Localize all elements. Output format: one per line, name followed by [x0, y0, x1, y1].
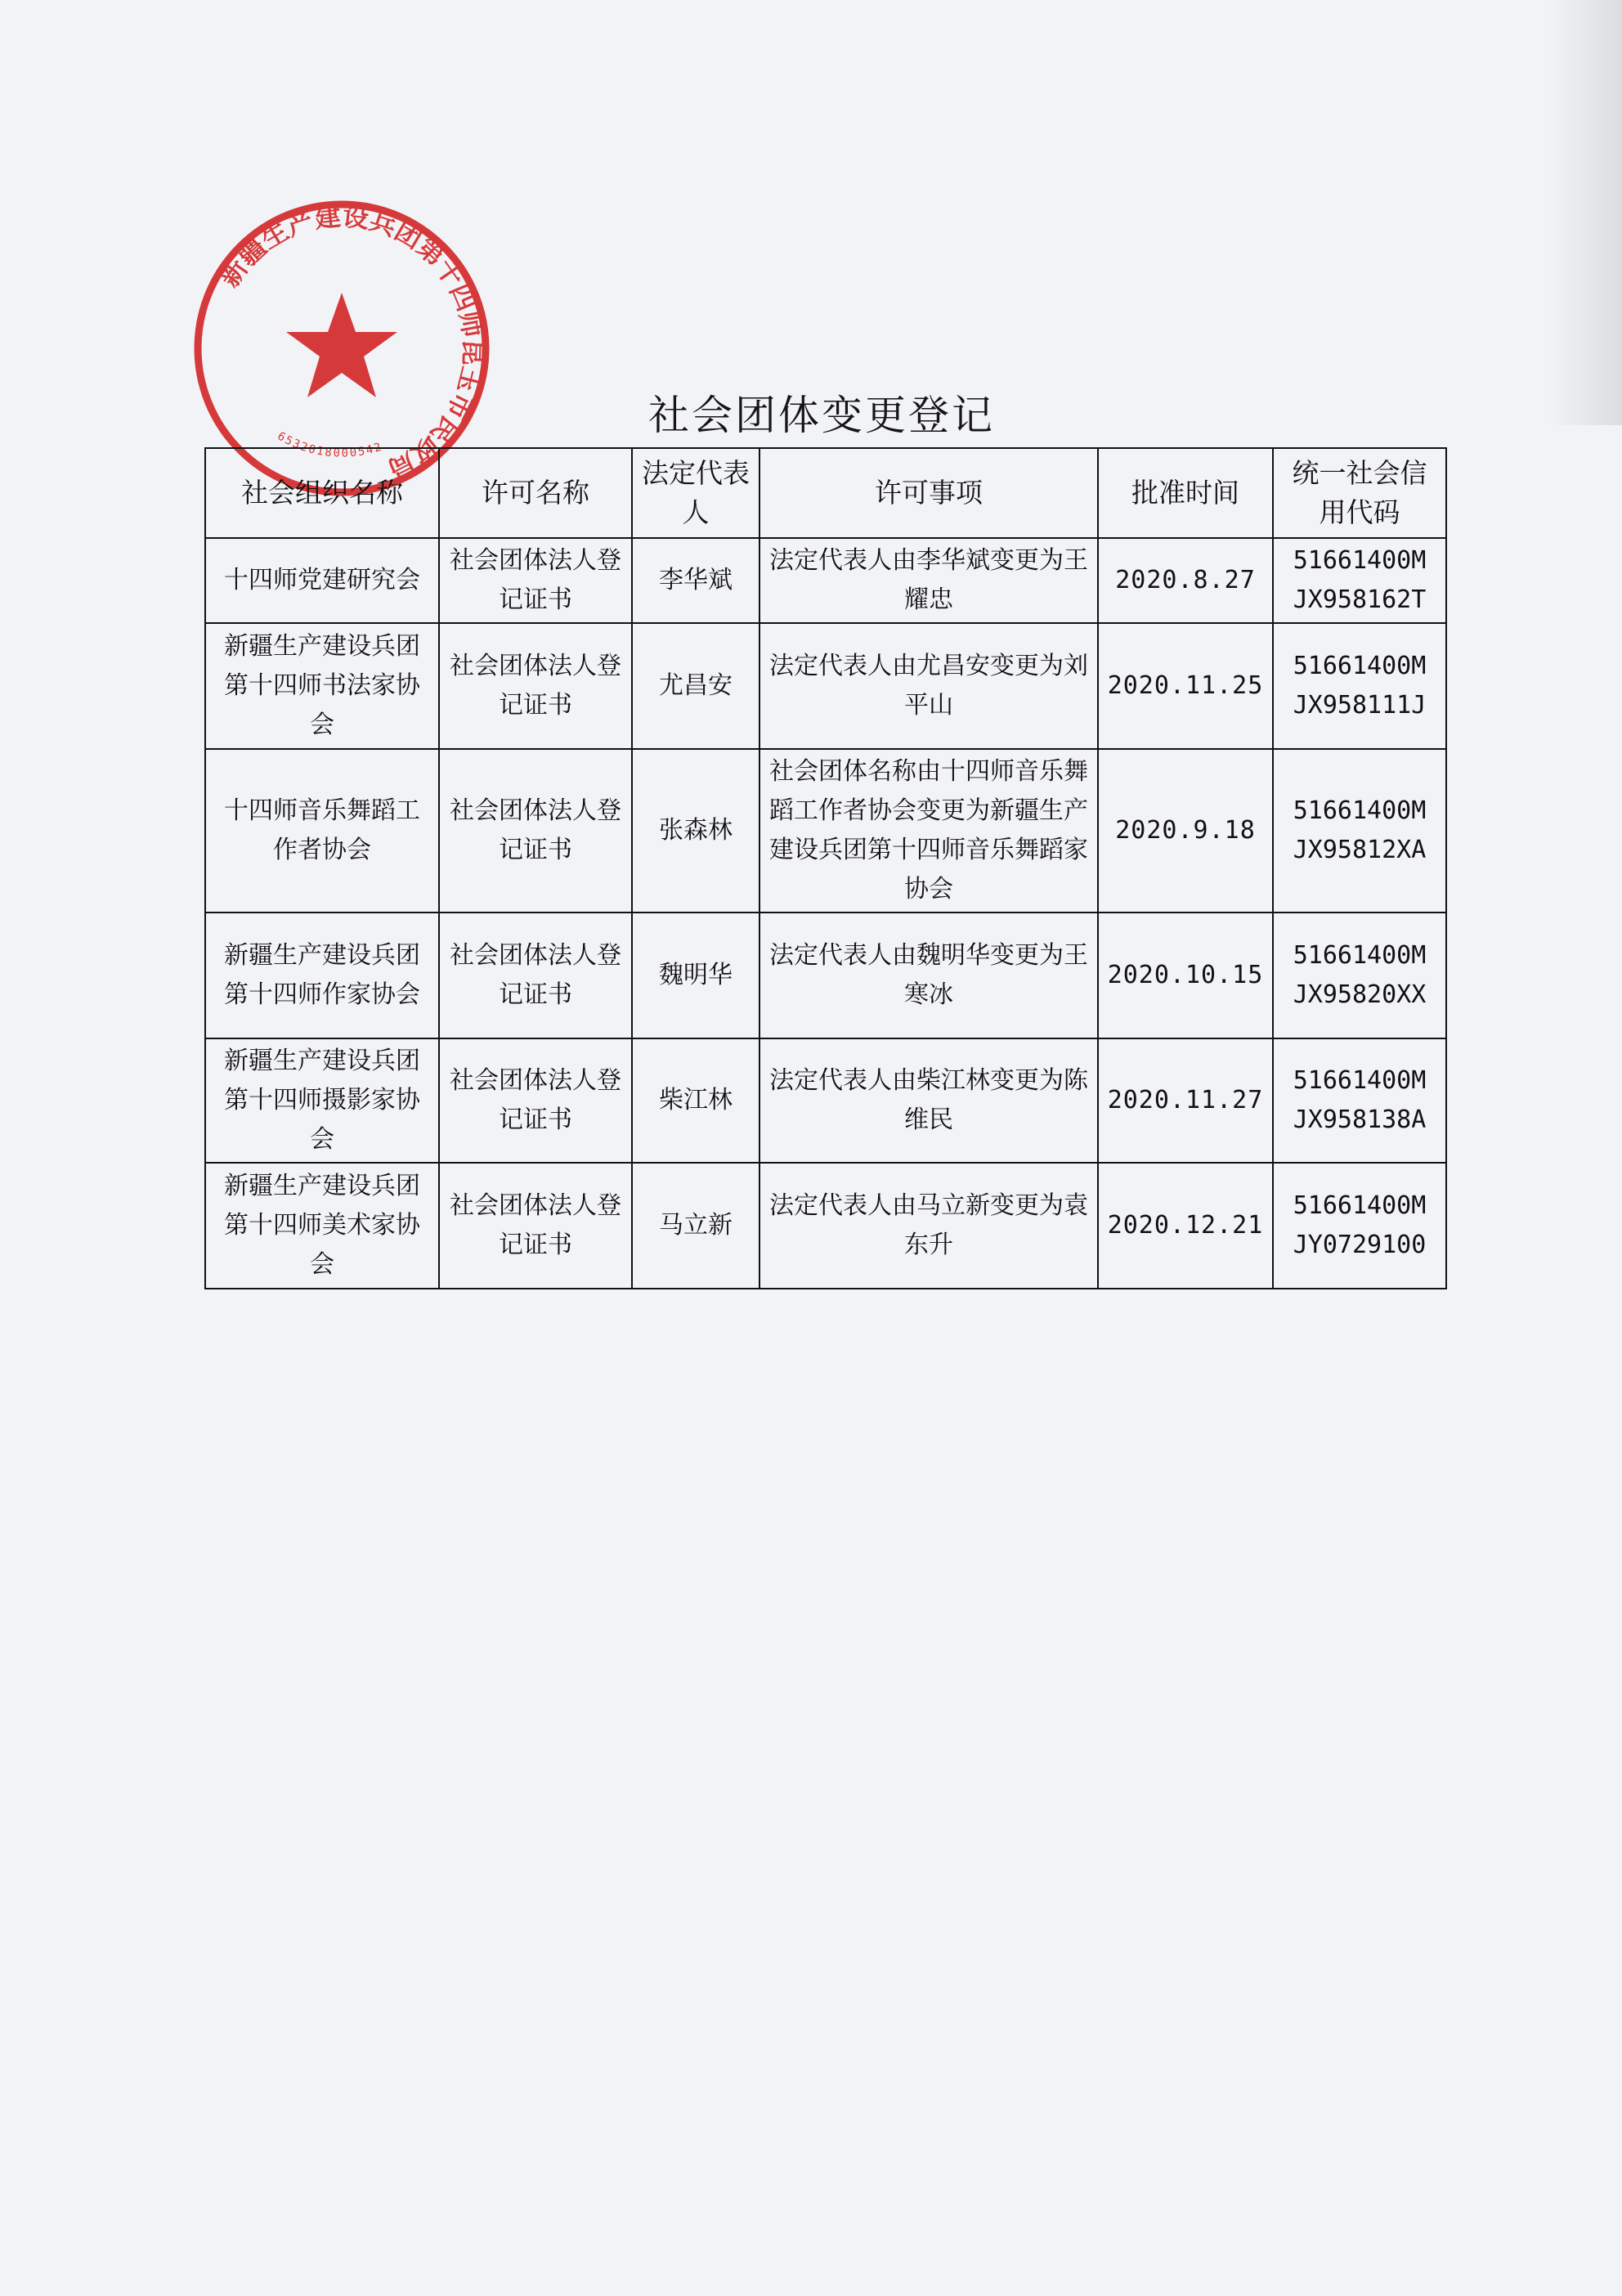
- table-row: [205, 749, 1446, 913]
- registration-table: [204, 447, 1447, 1289]
- credit-code-part2: JX95812XA: [1293, 836, 1427, 864]
- header-license-item: 许可事项: [759, 448, 1098, 538]
- cell-org-name: 新疆生产建设兵团第十四师美术家协会: [205, 1163, 439, 1289]
- cell-credit-code: [1273, 913, 1446, 1038]
- cell-license-name: 社会团体法人登记证书: [439, 1038, 632, 1163]
- credit-code-part2: JX958111J: [1293, 691, 1427, 720]
- cell-legal-rep: 李华斌: [632, 538, 759, 623]
- header-org-name: 社会组织名称: [205, 448, 439, 538]
- cell-license-item: 法定代表人由李华斌变更为王耀忠: [759, 538, 1098, 623]
- cell-approval-date: 2020.12.21: [1098, 1163, 1273, 1289]
- credit-code-part1: 51661400M: [1293, 546, 1427, 575]
- cell-credit-code: [1273, 623, 1446, 749]
- cell-license-name: 社会团体法人登记证书: [439, 538, 632, 623]
- cell-license-item: 社会团体名称由十四师音乐舞蹈工作者协会变更为新疆生产建设兵团第十四师音乐舞蹈家协会: [759, 749, 1098, 913]
- header-legal-rep: 法定代表人: [632, 448, 759, 538]
- cell-license-name: 社会团体法人登记证书: [439, 749, 632, 913]
- cell-license-item: 法定代表人由尤昌安变更为刘平山: [759, 623, 1098, 749]
- seal-number: 6532018000542: [275, 429, 385, 460]
- cell-license-name: 社会团体法人登记证书: [439, 623, 632, 749]
- cell-org-name: 十四师音乐舞蹈工作者协会: [205, 749, 439, 913]
- seal-text: 新疆生产建设兵团第十四师昆玉市民政局: [213, 200, 490, 486]
- credit-code-part1: 51661400M: [1293, 652, 1427, 680]
- cell-approval-date: 2020.10.15: [1098, 913, 1273, 1038]
- cell-license-name: 社会团体法人登记证书: [439, 1163, 632, 1289]
- table-header-row: [205, 448, 1446, 538]
- cell-approval-date: 2020.11.27: [1098, 1038, 1273, 1163]
- cell-credit-code: [1273, 1038, 1446, 1163]
- table-row: [205, 623, 1446, 749]
- cell-approval-date: 2020.8.27: [1098, 538, 1273, 623]
- star-icon: [286, 293, 397, 397]
- cell-license-name: 社会团体法人登记证书: [439, 913, 632, 1038]
- header-credit-code: 统一社会信用代码: [1273, 448, 1446, 538]
- cell-credit-code: [1273, 1163, 1446, 1289]
- table-row: [205, 1163, 1446, 1289]
- cell-approval-date: 2020.11.25: [1098, 623, 1273, 749]
- credit-code-part2: JX958138A: [1293, 1105, 1427, 1134]
- cell-credit-code: [1273, 538, 1446, 623]
- cell-license-item: 法定代表人由马立新变更为袁东升: [759, 1163, 1098, 1289]
- credit-code-part2: JY0729100: [1293, 1231, 1427, 1259]
- cell-org-name: 新疆生产建设兵团第十四师作家协会: [205, 913, 439, 1038]
- cell-org-name: 新疆生产建设兵团第十四师摄影家协会: [205, 1038, 439, 1163]
- credit-code-part1: 51661400M: [1293, 941, 1427, 970]
- credit-code-part1: 51661400M: [1293, 796, 1427, 825]
- table-row: [205, 913, 1446, 1038]
- credit-code-part2: JX95820XX: [1293, 980, 1427, 1009]
- page-title: 社会团体变更登记: [648, 392, 995, 439]
- cell-approval-date: 2020.9.18: [1098, 749, 1273, 913]
- credit-code-part1: 51661400M: [1293, 1191, 1427, 1220]
- header-approval-date: 批准时间: [1098, 448, 1273, 538]
- cell-legal-rep: 张森林: [632, 749, 759, 913]
- cell-credit-code: [1273, 749, 1446, 913]
- header-license-name: 许可名称: [439, 448, 632, 538]
- credit-code-part2: JX958162T: [1293, 585, 1427, 614]
- credit-code-part1: 51661400M: [1293, 1066, 1427, 1095]
- scan-shadow: [1548, 0, 1622, 425]
- cell-org-name: 新疆生产建设兵团第十四师书法家协会: [205, 623, 439, 749]
- cell-license-item: 法定代表人由柴江林变更为陈维民: [759, 1038, 1098, 1163]
- table-row: [205, 1038, 1446, 1163]
- cell-legal-rep: 魏明华: [632, 913, 759, 1038]
- cell-legal-rep: 马立新: [632, 1163, 759, 1289]
- cell-legal-rep: 柴江林: [632, 1038, 759, 1163]
- cell-legal-rep: 尤昌安: [632, 623, 759, 749]
- cell-license-item: 法定代表人由魏明华变更为王寒冰: [759, 913, 1098, 1038]
- table-row: [205, 538, 1446, 623]
- cell-org-name: 十四师党建研究会: [205, 538, 439, 623]
